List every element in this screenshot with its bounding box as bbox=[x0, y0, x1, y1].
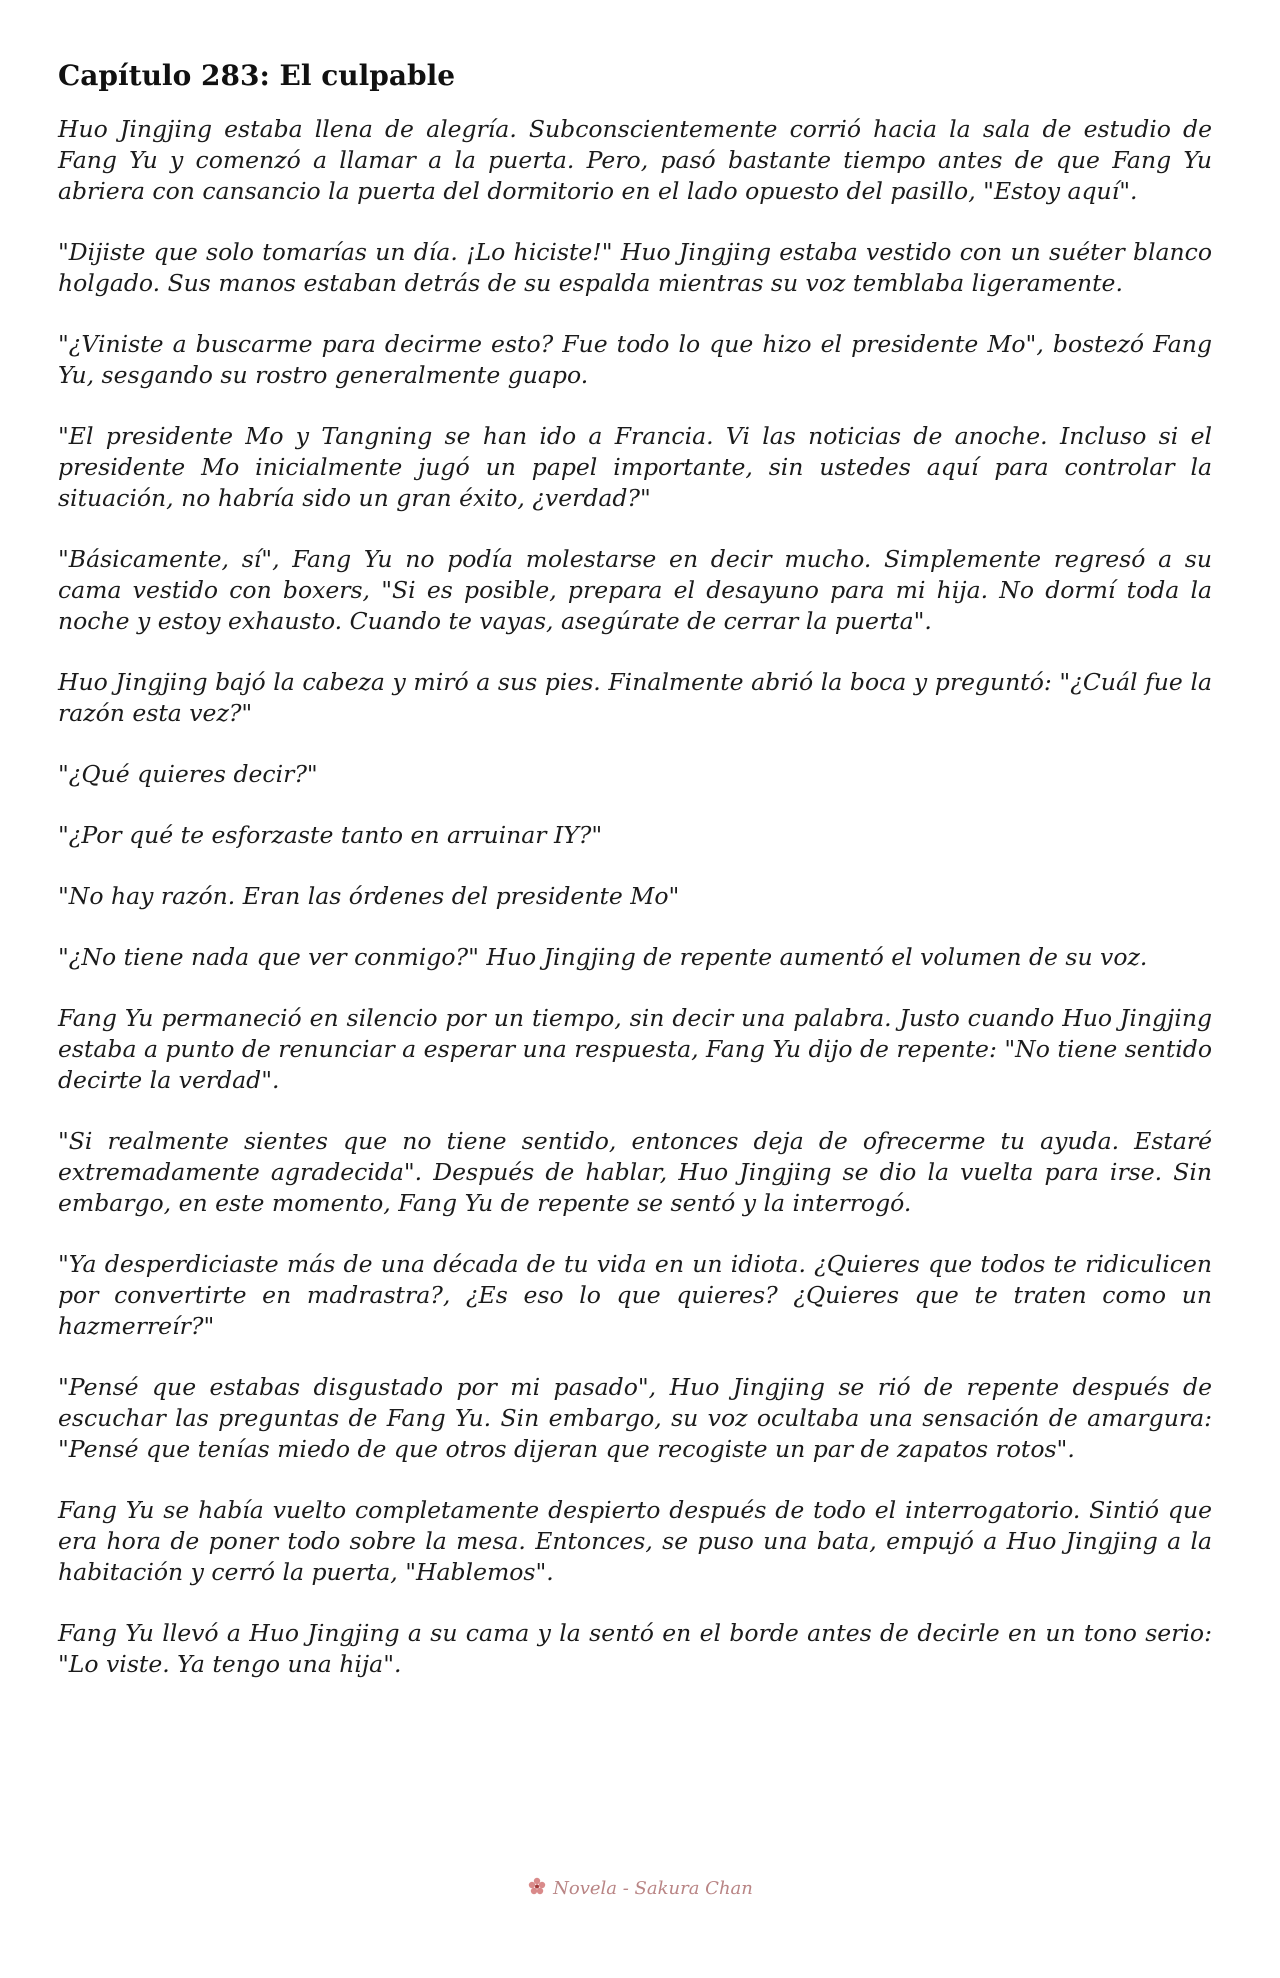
paragraph: Huo Jingjing bajó la cabeza y miró a sus pies. Finalmente abrió la boca y preguntó: "¿Cuál fue la razón esta vez?" bbox=[58, 668, 1212, 727]
paragraph: "Dijiste que solo tomarías un día. ¡Lo hiciste!" Huo Jingjing estaba vestido con un suéter blanco holgado. Sus manos estaban detrás de su espalda mientras su voz temblaba ligeramente. bbox=[58, 238, 1212, 297]
paragraph: "¿No tiene nada que ver conmigo?" Huo Jingjing de repente aumentó el volumen de su voz. bbox=[58, 943, 1148, 971]
document-page bbox=[58, 56, 1212, 1710]
paragraph: "No hay razón. Eran las órdenes del presidente Mo" bbox=[58, 882, 680, 910]
paragraph: "El presidente Mo y Tangning se han ido a Francia. Vi las noticias de anoche. Incluso si el presidente Mo inicialmente jugó un papel importante, sin ustedes aquí para controlar la situación, no habría sido un gran éxito, ¿verdad?" bbox=[58, 422, 1212, 512]
paragraph: "¿Qué quieres decir?" bbox=[58, 760, 318, 788]
paragraph: "Pensé que estabas disgustado por mi pasado", Huo Jingjing se rió de repente después de escuchar las preguntas de Fang Yu. Sin embargo, su voz ocultaba una sensación de amargura: "Pensé que tenías miedo de que otros dijeran que recogiste un par de zapatos rotos". bbox=[58, 1373, 1212, 1463]
paragraph: "¿Por qué te esforzaste tanto en arruinar IY?" bbox=[58, 821, 603, 849]
watermark bbox=[0, 1876, 1280, 1899]
watermark-text: Novela - Sakura Chan bbox=[553, 1878, 753, 1899]
paragraph: Fang Yu llevó a Huo Jingjing a su cama y la sentó en el borde antes de decirle en un tono serio: "Lo viste. Ya tengo una hija". bbox=[58, 1619, 1212, 1678]
paragraph: "Si realmente sientes que no tiene sentido, entonces deja de ofrecerme tu ayuda. Estaré extremadamente agradecida". Después de hablar, Huo Jingjing se dio la vuelta para irse. Sin embargo, en este momento, Fang Yu de repente se sentó y la interrogó. bbox=[58, 1127, 1212, 1217]
chapter-title: Capítulo 283: El culpable bbox=[58, 59, 456, 92]
paragraph: "Ya desperdiciaste más de una década de tu vida en un idiota. ¿Quieres que todos te ridiculicen por convertirte en madrastra?, ¿Es eso lo que quieres? ¿Quieres que te traten como un hazmerreír?" bbox=[58, 1250, 1212, 1340]
paragraph: Fang Yu permaneció en silencio por un tiempo, sin decir una palabra. Justo cuando Huo Jingjing estaba a punto de renunciar a esperar una respuesta, Fang Yu dijo de repente: "No tiene sentido decirte la verdad". bbox=[58, 1004, 1212, 1094]
paragraph: Huo Jingjing estaba llena de alegría. Subconscientemente corrió hacia la sala de estudio de Fang Yu y comenzó a llamar a la puerta. Pero, pasó bastante tiempo antes de que Fang Yu abriera con cansancio la puerta del dormitorio en el lado opuesto del pasillo, "Estoy aquí". bbox=[58, 115, 1212, 205]
paragraph: "¿Viniste a buscarme para decirme esto? Fue todo lo que hizo el presidente Mo", bostezó Fang Yu, sesgando su rostro generalmente guapo. bbox=[58, 330, 1212, 389]
sakura-flower-icon bbox=[527, 1876, 547, 1896]
paragraph: Fang Yu se había vuelto completamente despierto después de todo el interrogatorio. Sintió que era hora de poner todo sobre la mesa. Entonces, se puso una bata, empujó a Huo Jingjing a la habitación y cerró la puerta, "Hablemos". bbox=[58, 1496, 1212, 1586]
paragraph: "Básicamente, sí", Fang Yu no podía molestarse en decir mucho. Simplemente regresó a su cama vestido con boxers, "Si es posible, prepara el desayuno para mi hija. No dormí toda la noche y estoy exhausto. Cuando te vayas, asegúrate de cerrar la puerta". bbox=[58, 545, 1212, 635]
